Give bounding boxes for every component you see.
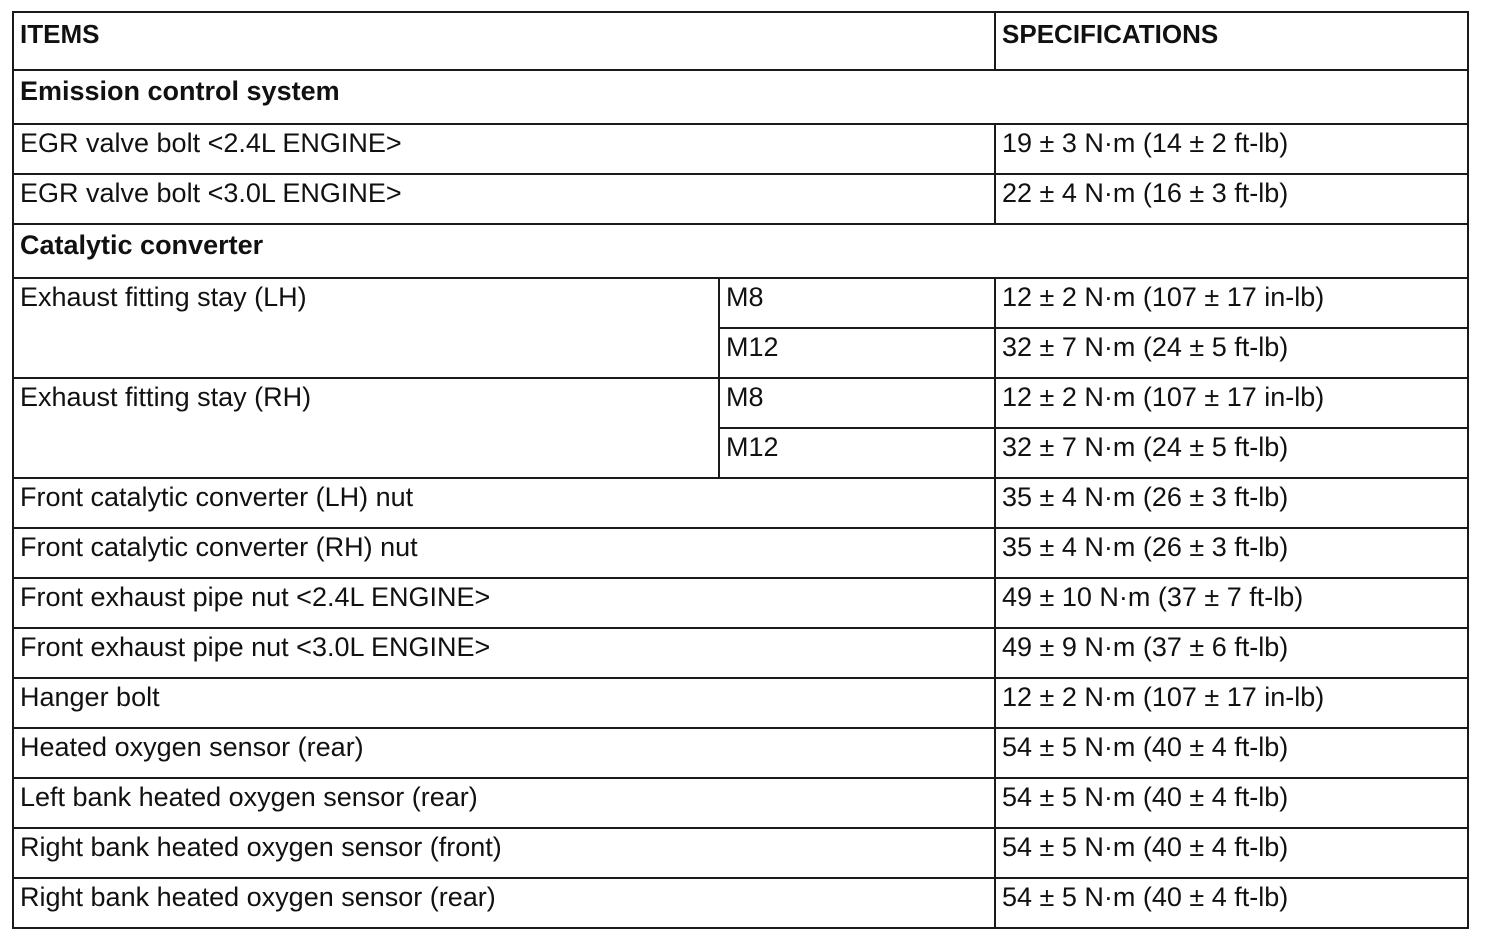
table-row (13, 628, 1468, 678)
spec-cell: 54 ± 5 N·m (40 ± 4 ft-lb) (995, 878, 1468, 928)
spec-cell: 49 ± 10 N·m (37 ± 7 ft-lb) (995, 578, 1468, 628)
torque-spec-table (12, 11, 1469, 929)
section-title: Catalytic converter (13, 224, 1468, 278)
table-row (13, 878, 1468, 928)
item-cell: Right bank heated oxygen sensor (front) (13, 828, 995, 878)
spec-cell: 12 ± 2 N·m (107 ± 17 in-lb) (995, 678, 1468, 728)
section-row (13, 70, 1468, 124)
item-cell: EGR valve bolt <2.4L ENGINE> (13, 124, 995, 174)
size-cell: M12 (719, 428, 995, 478)
size-cell: M8 (719, 378, 995, 428)
item-cell: Front catalytic converter (LH) nut (13, 478, 995, 528)
spec-cell: 32 ± 7 N·m (24 ± 5 ft-lb) (995, 428, 1468, 478)
item-cell: Left bank heated oxygen sensor (rear) (13, 778, 995, 828)
item-cell: Exhaust fitting stay (RH) (13, 378, 719, 478)
table-row (13, 528, 1468, 578)
spec-cell: 35 ± 4 N·m (26 ± 3 ft-lb) (995, 528, 1468, 578)
spec-cell: 12 ± 2 N·m (107 ± 17 in-lb) (995, 278, 1468, 328)
item-cell: Hanger bolt (13, 678, 995, 728)
table-row (13, 174, 1468, 224)
table-row (13, 378, 1468, 428)
section-title: Emission control system (13, 70, 1468, 124)
header-items: ITEMS (13, 12, 995, 70)
table-row (13, 578, 1468, 628)
item-cell: Right bank heated oxygen sensor (rear) (13, 878, 995, 928)
spec-cell: 12 ± 2 N·m (107 ± 17 in-lb) (995, 378, 1468, 428)
spec-cell: 35 ± 4 N·m (26 ± 3 ft-lb) (995, 478, 1468, 528)
spec-cell: 54 ± 5 N·m (40 ± 4 ft-lb) (995, 728, 1468, 778)
section-row (13, 224, 1468, 278)
item-cell: Exhaust fitting stay (LH) (13, 278, 719, 378)
table-row (13, 478, 1468, 528)
item-cell: Front exhaust pipe nut <2.4L ENGINE> (13, 578, 995, 628)
spec-cell: 19 ± 3 N·m (14 ± 2 ft-lb) (995, 124, 1468, 174)
header-specifications: SPECIFICATIONS (995, 12, 1468, 70)
size-cell: M12 (719, 328, 995, 378)
item-cell: EGR valve bolt <3.0L ENGINE> (13, 174, 995, 224)
table-row (13, 278, 1468, 328)
table-row (13, 778, 1468, 828)
table-row (13, 124, 1468, 174)
spec-cell: 54 ± 5 N·m (40 ± 4 ft-lb) (995, 828, 1468, 878)
table-row (13, 728, 1468, 778)
table-header-row (13, 12, 1468, 70)
spec-cell: 49 ± 9 N·m (37 ± 6 ft-lb) (995, 628, 1468, 678)
item-cell: Front exhaust pipe nut <3.0L ENGINE> (13, 628, 995, 678)
table-row (13, 828, 1468, 878)
size-cell: M8 (719, 278, 995, 328)
spec-cell: 54 ± 5 N·m (40 ± 4 ft-lb) (995, 778, 1468, 828)
spec-cell: 22 ± 4 N·m (16 ± 3 ft-lb) (995, 174, 1468, 224)
item-cell: Heated oxygen sensor (rear) (13, 728, 995, 778)
item-cell: Front catalytic converter (RH) nut (13, 528, 995, 578)
spec-cell: 32 ± 7 N·m (24 ± 5 ft-lb) (995, 328, 1468, 378)
table-row (13, 678, 1468, 728)
